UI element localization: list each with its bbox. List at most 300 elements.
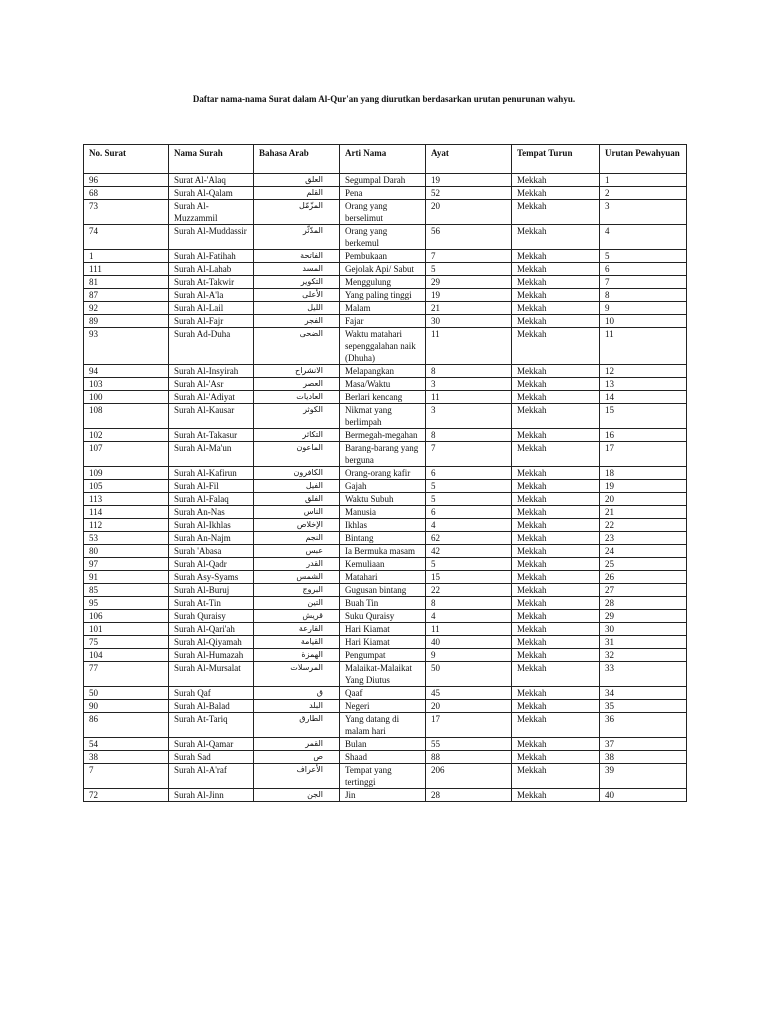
cell-ayat: 5 xyxy=(426,263,512,276)
cell-ayat: 8 xyxy=(426,597,512,610)
cell-tempat-turun: Mekkah xyxy=(512,263,600,276)
table-row xyxy=(84,263,687,276)
table-row xyxy=(84,687,687,700)
cell-no-surat: 54 xyxy=(84,738,169,751)
cell-urutan-pewahyuan: 32 xyxy=(600,649,687,662)
cell-nama-surah: Surah Al-Buruj xyxy=(169,584,254,597)
cell-no-surat: 50 xyxy=(84,687,169,700)
cell-arti-nama: Gugusan bintang xyxy=(340,584,426,597)
cell-bahasa-arab: ق xyxy=(254,687,340,700)
cell-urutan-pewahyuan: 3 xyxy=(600,200,687,225)
cell-bahasa-arab: الفلق xyxy=(254,493,340,506)
cell-ayat: 3 xyxy=(426,404,512,429)
cell-arti-nama: Buah Tin xyxy=(340,597,426,610)
cell-no-surat: 100 xyxy=(84,391,169,404)
cell-nama-surah: Surah Al-Fil xyxy=(169,480,254,493)
cell-bahasa-arab: الانشراح xyxy=(254,365,340,378)
cell-tempat-turun: Mekkah xyxy=(512,250,600,263)
cell-arti-nama: Pena xyxy=(340,187,426,200)
cell-tempat-turun: Mekkah xyxy=(512,519,600,532)
cell-tempat-turun: Mekkah xyxy=(512,302,600,315)
cell-no-surat: 105 xyxy=(84,480,169,493)
cell-bahasa-arab: الجن xyxy=(254,789,340,802)
cell-arti-nama: Gejolak Api/ Sabut xyxy=(340,263,426,276)
cell-ayat: 8 xyxy=(426,365,512,378)
header-nama-surah: Nama Surah xyxy=(169,145,254,174)
cell-urutan-pewahyuan: 9 xyxy=(600,302,687,315)
cell-nama-surah: Surah Al-Kausar xyxy=(169,404,254,429)
cell-tempat-turun: Mekkah xyxy=(512,276,600,289)
table-row xyxy=(84,467,687,480)
cell-nama-surah: Surah Al-Fatihah xyxy=(169,250,254,263)
cell-no-surat: 109 xyxy=(84,467,169,480)
table-row xyxy=(84,506,687,519)
table-row xyxy=(84,623,687,636)
table-row xyxy=(84,302,687,315)
table-row xyxy=(84,789,687,802)
cell-tempat-turun: Mekkah xyxy=(512,429,600,442)
cell-ayat: 52 xyxy=(426,187,512,200)
table-row xyxy=(84,365,687,378)
cell-nama-surah: Surah Al-Balad xyxy=(169,700,254,713)
table-row xyxy=(84,429,687,442)
cell-bahasa-arab: المدّثّر xyxy=(254,225,340,250)
cell-nama-surah: Surah At-Tin xyxy=(169,597,254,610)
cell-arti-nama: Manusia xyxy=(340,506,426,519)
cell-urutan-pewahyuan: 19 xyxy=(600,480,687,493)
cell-urutan-pewahyuan: 35 xyxy=(600,700,687,713)
header-no-surat: No. Surat xyxy=(84,145,169,174)
cell-arti-nama: Waktu matahari sepenggalahan naik (Dhuha) xyxy=(340,328,426,365)
cell-bahasa-arab: المسد xyxy=(254,263,340,276)
cell-ayat: 88 xyxy=(426,751,512,764)
cell-nama-surah: Surah At-Tariq xyxy=(169,713,254,738)
cell-arti-nama: Orang yang berkemul xyxy=(340,225,426,250)
cell-arti-nama: Hari Kiamat xyxy=(340,636,426,649)
table-row xyxy=(84,610,687,623)
cell-bahasa-arab: المرسلات xyxy=(254,662,340,687)
cell-ayat: 6 xyxy=(426,506,512,519)
cell-nama-surah: Surah Al-Qamar xyxy=(169,738,254,751)
cell-ayat: 50 xyxy=(426,662,512,687)
cell-nama-surah: Surah Al-Falaq xyxy=(169,493,254,506)
cell-tempat-turun: Mekkah xyxy=(512,289,600,302)
cell-arti-nama: Nikmat yang berlimpah xyxy=(340,404,426,429)
surah-table xyxy=(83,144,687,802)
cell-ayat: 3 xyxy=(426,378,512,391)
cell-tempat-turun: Mekkah xyxy=(512,545,600,558)
header-bahasa-arab: Bahasa Arab xyxy=(254,145,340,174)
table-row xyxy=(84,597,687,610)
table-row xyxy=(84,442,687,467)
cell-urutan-pewahyuan: 6 xyxy=(600,263,687,276)
cell-no-surat: 95 xyxy=(84,597,169,610)
cell-arti-nama: Yang paling tinggi xyxy=(340,289,426,302)
cell-bahasa-arab: الهمزة xyxy=(254,649,340,662)
cell-nama-surah: Surah Al-Mursalat xyxy=(169,662,254,687)
cell-urutan-pewahyuan: 15 xyxy=(600,404,687,429)
cell-bahasa-arab: الطارق xyxy=(254,713,340,738)
cell-no-surat: 77 xyxy=(84,662,169,687)
cell-arti-nama: Masa/Waktu xyxy=(340,378,426,391)
cell-no-surat: 87 xyxy=(84,289,169,302)
cell-nama-surah: Surah Al-'Asr xyxy=(169,378,254,391)
cell-tempat-turun: Mekkah xyxy=(512,200,600,225)
cell-arti-nama: Ikhlas xyxy=(340,519,426,532)
cell-ayat: 5 xyxy=(426,558,512,571)
cell-no-surat: 7 xyxy=(84,764,169,789)
cell-tempat-turun: Mekkah xyxy=(512,442,600,467)
table-row xyxy=(84,378,687,391)
cell-urutan-pewahyuan: 5 xyxy=(600,250,687,263)
cell-tempat-turun: Mekkah xyxy=(512,532,600,545)
cell-tempat-turun: Mekkah xyxy=(512,328,600,365)
cell-arti-nama: Pengumpat xyxy=(340,649,426,662)
cell-ayat: 4 xyxy=(426,610,512,623)
cell-arti-nama: Matahari xyxy=(340,571,426,584)
cell-urutan-pewahyuan: 20 xyxy=(600,493,687,506)
cell-ayat: 62 xyxy=(426,532,512,545)
cell-no-surat: 101 xyxy=(84,623,169,636)
cell-ayat: 21 xyxy=(426,302,512,315)
cell-urutan-pewahyuan: 13 xyxy=(600,378,687,391)
cell-bahasa-arab: البروج xyxy=(254,584,340,597)
cell-tempat-turun: Mekkah xyxy=(512,636,600,649)
cell-bahasa-arab: التين xyxy=(254,597,340,610)
header-tempat-turun: Tempat Turun xyxy=(512,145,600,174)
cell-bahasa-arab: الليل xyxy=(254,302,340,315)
cell-nama-surah: Surah Al-Ma'un xyxy=(169,442,254,467)
cell-bahasa-arab: الأعلى xyxy=(254,289,340,302)
cell-bahasa-arab: التكوير xyxy=(254,276,340,289)
table-row xyxy=(84,519,687,532)
cell-arti-nama: Gajah xyxy=(340,480,426,493)
cell-ayat: 8 xyxy=(426,429,512,442)
cell-bahasa-arab: القيامة xyxy=(254,636,340,649)
cell-ayat: 55 xyxy=(426,738,512,751)
cell-tempat-turun: Mekkah xyxy=(512,506,600,519)
cell-arti-nama: Orang yang berselimut xyxy=(340,200,426,225)
cell-no-surat: 38 xyxy=(84,751,169,764)
cell-no-surat: 1 xyxy=(84,250,169,263)
cell-urutan-pewahyuan: 27 xyxy=(600,584,687,597)
cell-no-surat: 86 xyxy=(84,713,169,738)
table-row xyxy=(84,738,687,751)
cell-nama-surah: Surah An-Najm xyxy=(169,532,254,545)
cell-tempat-turun: Mekkah xyxy=(512,738,600,751)
table-row xyxy=(84,649,687,662)
cell-no-surat: 113 xyxy=(84,493,169,506)
table-row xyxy=(84,584,687,597)
cell-urutan-pewahyuan: 22 xyxy=(600,519,687,532)
table-row xyxy=(84,636,687,649)
table-row xyxy=(84,404,687,429)
cell-tempat-turun: Mekkah xyxy=(512,713,600,738)
cell-no-surat: 75 xyxy=(84,636,169,649)
cell-nama-surah: Surah Al-Humazah xyxy=(169,649,254,662)
cell-urutan-pewahyuan: 1 xyxy=(600,174,687,187)
cell-tempat-turun: Mekkah xyxy=(512,662,600,687)
cell-bahasa-arab: الإخلاص xyxy=(254,519,340,532)
cell-tempat-turun: Mekkah xyxy=(512,789,600,802)
cell-no-surat: 93 xyxy=(84,328,169,365)
cell-tempat-turun: Mekkah xyxy=(512,174,600,187)
cell-bahasa-arab: الفاتحة xyxy=(254,250,340,263)
cell-arti-nama: Waktu Subuh xyxy=(340,493,426,506)
cell-bahasa-arab: القمر xyxy=(254,738,340,751)
cell-bahasa-arab: النجم xyxy=(254,532,340,545)
cell-tempat-turun: Mekkah xyxy=(512,687,600,700)
cell-ayat: 20 xyxy=(426,700,512,713)
cell-no-surat: 80 xyxy=(84,545,169,558)
cell-arti-nama: Bulan xyxy=(340,738,426,751)
cell-nama-surah: Surah Al-A'raf xyxy=(169,764,254,789)
cell-ayat: 22 xyxy=(426,584,512,597)
cell-no-surat: 68 xyxy=(84,187,169,200)
cell-ayat: 20 xyxy=(426,200,512,225)
cell-nama-surah: Surah Al-Insyirah xyxy=(169,365,254,378)
cell-urutan-pewahyuan: 40 xyxy=(600,789,687,802)
cell-bahasa-arab: التكاثر xyxy=(254,429,340,442)
cell-bahasa-arab: البلد xyxy=(254,700,340,713)
cell-tempat-turun: Mekkah xyxy=(512,365,600,378)
cell-arti-nama: Hari Kiamat xyxy=(340,623,426,636)
cell-tempat-turun: Mekkah xyxy=(512,558,600,571)
cell-ayat: 5 xyxy=(426,493,512,506)
cell-bahasa-arab: الفجر xyxy=(254,315,340,328)
cell-nama-surah: Surah Al-Qalam xyxy=(169,187,254,200)
cell-tempat-turun: Mekkah xyxy=(512,391,600,404)
cell-urutan-pewahyuan: 2 xyxy=(600,187,687,200)
cell-nama-surah: Surah Al-Qiyamah xyxy=(169,636,254,649)
cell-nama-surah: Surah 'Abasa xyxy=(169,545,254,558)
cell-ayat: 40 xyxy=(426,636,512,649)
cell-ayat: 29 xyxy=(426,276,512,289)
cell-arti-nama: Menggulung xyxy=(340,276,426,289)
cell-urutan-pewahyuan: 36 xyxy=(600,713,687,738)
cell-tempat-turun: Mekkah xyxy=(512,493,600,506)
cell-arti-nama: Shaad xyxy=(340,751,426,764)
cell-urutan-pewahyuan: 12 xyxy=(600,365,687,378)
cell-tempat-turun: Mekkah xyxy=(512,480,600,493)
table-row xyxy=(84,174,687,187)
cell-bahasa-arab: عبس xyxy=(254,545,340,558)
cell-no-surat: 89 xyxy=(84,315,169,328)
cell-arti-nama: Pembukaan xyxy=(340,250,426,263)
cell-tempat-turun: Mekkah xyxy=(512,764,600,789)
table-header-row xyxy=(84,145,687,174)
cell-ayat: 11 xyxy=(426,623,512,636)
cell-nama-surah: Surah Al-Lahab xyxy=(169,263,254,276)
cell-no-surat: 97 xyxy=(84,558,169,571)
cell-no-surat: 103 xyxy=(84,378,169,391)
cell-tempat-turun: Mekkah xyxy=(512,404,600,429)
document-title: Daftar nama-nama Surat dalam Al-Qur'an yang diurutkan berdasarkan urutan penurunan wahyu. xyxy=(192,94,576,104)
cell-tempat-turun: Mekkah xyxy=(512,623,600,636)
cell-nama-surah: Surat Al-'Alaq xyxy=(169,174,254,187)
cell-urutan-pewahyuan: 26 xyxy=(600,571,687,584)
cell-tempat-turun: Mekkah xyxy=(512,467,600,480)
cell-bahasa-arab: الأعراف xyxy=(254,764,340,789)
table-row xyxy=(84,480,687,493)
cell-bahasa-arab: ص xyxy=(254,751,340,764)
cell-no-surat: 112 xyxy=(84,519,169,532)
table-row xyxy=(84,558,687,571)
cell-tempat-turun: Mekkah xyxy=(512,571,600,584)
table-row xyxy=(84,250,687,263)
cell-no-surat: 108 xyxy=(84,404,169,429)
cell-nama-surah: Surah Sad xyxy=(169,751,254,764)
cell-urutan-pewahyuan: 24 xyxy=(600,545,687,558)
cell-tempat-turun: Mekkah xyxy=(512,610,600,623)
cell-no-surat: 92 xyxy=(84,302,169,315)
cell-no-surat: 72 xyxy=(84,789,169,802)
cell-ayat: 4 xyxy=(426,519,512,532)
cell-ayat: 56 xyxy=(426,225,512,250)
cell-bahasa-arab: القلم xyxy=(254,187,340,200)
cell-ayat: 28 xyxy=(426,789,512,802)
cell-no-surat: 73 xyxy=(84,200,169,225)
cell-nama-surah: Surah At-Takasur xyxy=(169,429,254,442)
cell-urutan-pewahyuan: 29 xyxy=(600,610,687,623)
cell-no-surat: 74 xyxy=(84,225,169,250)
cell-nama-surah: Surah Al-Fajr xyxy=(169,315,254,328)
cell-arti-nama: Fajar xyxy=(340,315,426,328)
cell-arti-nama: Melapangkan xyxy=(340,365,426,378)
cell-bahasa-arab: العاديات xyxy=(254,391,340,404)
cell-urutan-pewahyuan: 21 xyxy=(600,506,687,519)
cell-bahasa-arab: العلق xyxy=(254,174,340,187)
cell-urutan-pewahyuan: 38 xyxy=(600,751,687,764)
cell-nama-surah: Surah An-Nas xyxy=(169,506,254,519)
cell-arti-nama: Suku Quraisy xyxy=(340,610,426,623)
table-row xyxy=(84,187,687,200)
cell-tempat-turun: Mekkah xyxy=(512,187,600,200)
cell-ayat: 7 xyxy=(426,442,512,467)
cell-urutan-pewahyuan: 37 xyxy=(600,738,687,751)
cell-no-surat: 85 xyxy=(84,584,169,597)
cell-no-surat: 96 xyxy=(84,174,169,187)
table-row xyxy=(84,276,687,289)
table-row xyxy=(84,713,687,738)
table-row xyxy=(84,391,687,404)
cell-urutan-pewahyuan: 18 xyxy=(600,467,687,480)
cell-arti-nama: Barang-barang yang berguna xyxy=(340,442,426,467)
cell-no-surat: 53 xyxy=(84,532,169,545)
cell-bahasa-arab: الماعون xyxy=(254,442,340,467)
cell-nama-surah: Surah Al-Kafirun xyxy=(169,467,254,480)
table-row xyxy=(84,225,687,250)
cell-no-surat: 107 xyxy=(84,442,169,467)
cell-urutan-pewahyuan: 39 xyxy=(600,764,687,789)
cell-ayat: 45 xyxy=(426,687,512,700)
cell-nama-surah: Surah Qaf xyxy=(169,687,254,700)
cell-arti-nama: Qaaf xyxy=(340,687,426,700)
cell-nama-surah: Surah Al-Muddassir xyxy=(169,225,254,250)
cell-ayat: 42 xyxy=(426,545,512,558)
cell-bahasa-arab: القدر xyxy=(254,558,340,571)
cell-tempat-turun: Mekkah xyxy=(512,751,600,764)
cell-bahasa-arab: الناس xyxy=(254,506,340,519)
cell-ayat: 9 xyxy=(426,649,512,662)
cell-arti-nama: Kemuliaan xyxy=(340,558,426,571)
table-row xyxy=(84,662,687,687)
cell-nama-surah: Surah Al-Qadr xyxy=(169,558,254,571)
cell-bahasa-arab: الفيل xyxy=(254,480,340,493)
cell-no-surat: 114 xyxy=(84,506,169,519)
table-row xyxy=(84,545,687,558)
cell-no-surat: 106 xyxy=(84,610,169,623)
cell-urutan-pewahyuan: 30 xyxy=(600,623,687,636)
cell-tempat-turun: Mekkah xyxy=(512,597,600,610)
cell-arti-nama: Negeri xyxy=(340,700,426,713)
table-row xyxy=(84,493,687,506)
cell-no-surat: 81 xyxy=(84,276,169,289)
table-row xyxy=(84,532,687,545)
cell-bahasa-arab: المزّمّل xyxy=(254,200,340,225)
cell-nama-surah: Surah Al-Lail xyxy=(169,302,254,315)
header-arti-nama: Arti Nama xyxy=(340,145,426,174)
cell-nama-surah: Surah Al-'Adiyat xyxy=(169,391,254,404)
cell-urutan-pewahyuan: 7 xyxy=(600,276,687,289)
cell-nama-surah: Surah Asy-Syams xyxy=(169,571,254,584)
cell-nama-surah: Surah Ad-Duha xyxy=(169,328,254,365)
table-row xyxy=(84,751,687,764)
cell-urutan-pewahyuan: 10 xyxy=(600,315,687,328)
cell-ayat: 17 xyxy=(426,713,512,738)
cell-tempat-turun: Mekkah xyxy=(512,315,600,328)
cell-tempat-turun: Mekkah xyxy=(512,649,600,662)
cell-no-surat: 94 xyxy=(84,365,169,378)
cell-no-surat: 102 xyxy=(84,429,169,442)
cell-ayat: 19 xyxy=(426,289,512,302)
cell-arti-nama: Bermegah-megahan xyxy=(340,429,426,442)
cell-ayat: 30 xyxy=(426,315,512,328)
cell-ayat: 5 xyxy=(426,480,512,493)
cell-urutan-pewahyuan: 11 xyxy=(600,328,687,365)
cell-arti-nama: Tempat yang tertinggi xyxy=(340,764,426,789)
table-row xyxy=(84,571,687,584)
table-row xyxy=(84,315,687,328)
cell-nama-surah: Surah Al-Muzzammil xyxy=(169,200,254,225)
cell-nama-surah: Surah At-Takwir xyxy=(169,276,254,289)
cell-nama-surah: Surah Quraisy xyxy=(169,610,254,623)
cell-nama-surah: Surah Al-Ikhlas xyxy=(169,519,254,532)
cell-urutan-pewahyuan: 33 xyxy=(600,662,687,687)
cell-arti-nama: Malam xyxy=(340,302,426,315)
cell-ayat: 15 xyxy=(426,571,512,584)
header-urutan-pewahyuan: Urutan Pewahyuan xyxy=(600,145,687,174)
table-body xyxy=(84,174,687,802)
header-ayat: Ayat xyxy=(426,145,512,174)
cell-no-surat: 90 xyxy=(84,700,169,713)
cell-ayat: 7 xyxy=(426,250,512,263)
table-row xyxy=(84,700,687,713)
cell-nama-surah: Surah Al-Qari'ah xyxy=(169,623,254,636)
cell-arti-nama: Malaikat-Malaikat Yang Diutus xyxy=(340,662,426,687)
cell-tempat-turun: Mekkah xyxy=(512,584,600,597)
cell-urutan-pewahyuan: 28 xyxy=(600,597,687,610)
cell-arti-nama: Orang-orang kafir xyxy=(340,467,426,480)
cell-urutan-pewahyuan: 34 xyxy=(600,687,687,700)
cell-urutan-pewahyuan: 4 xyxy=(600,225,687,250)
cell-tempat-turun: Mekkah xyxy=(512,378,600,391)
cell-ayat: 11 xyxy=(426,328,512,365)
cell-bahasa-arab: قريش xyxy=(254,610,340,623)
cell-arti-nama: Yang datang di malam hari xyxy=(340,713,426,738)
cell-urutan-pewahyuan: 8 xyxy=(600,289,687,302)
cell-arti-nama: Jin xyxy=(340,789,426,802)
